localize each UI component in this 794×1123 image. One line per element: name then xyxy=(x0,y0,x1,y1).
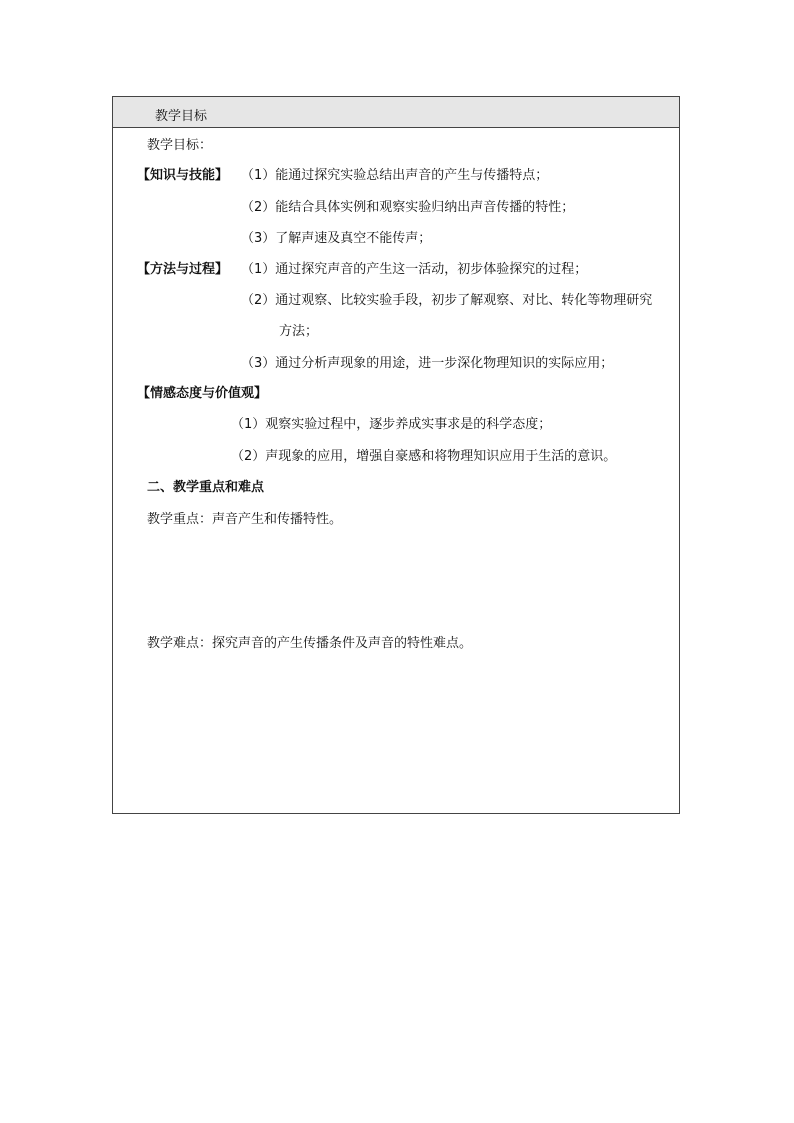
attitude-item-2: （2）声现象的应用，增强自豪感和将物理知识应用于生活的意识。 xyxy=(231,449,617,464)
attitude-item-1: （1）观察实验过程中，逐步养成实事求是的科学态度； xyxy=(231,417,552,432)
knowledge-item-3: （3）了解声速及真空不能传声； xyxy=(241,231,432,246)
objectives-intro: 教学目标： xyxy=(147,138,213,153)
method-item-2-cont: 方法； xyxy=(279,324,319,339)
knowledge-heading: 【知识与技能】 xyxy=(137,168,229,183)
method-item-3: （3）通过分析声现象的用途，进一步深化物理知识的实际应用； xyxy=(241,356,614,371)
method-heading: 【方法与过程】 xyxy=(137,262,229,277)
method-item-2: （2）通过观察、比较实验手段，初步了解观察、对比、转化等物理研究 xyxy=(241,293,653,308)
lesson-plan-table xyxy=(112,96,680,814)
teaching-focus: 教学重点：声音产生和传播特性。 xyxy=(147,512,343,527)
knowledge-item-2: （2）能结合具体实例和观察实验归纳出声音传播的特性； xyxy=(241,200,575,215)
method-item-1: （1）通过探究声音的产生这一活动，初步体验探究的过程； xyxy=(241,262,588,277)
attitude-heading: 【情感态度与价值观】 xyxy=(137,386,268,401)
key-points-heading: 二、教学重点和难点 xyxy=(147,480,265,495)
knowledge-item-1: （1）能通过探究实验总结出声音的产生与传播特点； xyxy=(241,168,549,183)
teaching-difficulty: 教学难点：探究声音的产生传播条件及声音的特性难点。 xyxy=(147,636,473,651)
table-header-row xyxy=(113,97,679,128)
table-header-title: 教学目标 xyxy=(155,109,208,124)
